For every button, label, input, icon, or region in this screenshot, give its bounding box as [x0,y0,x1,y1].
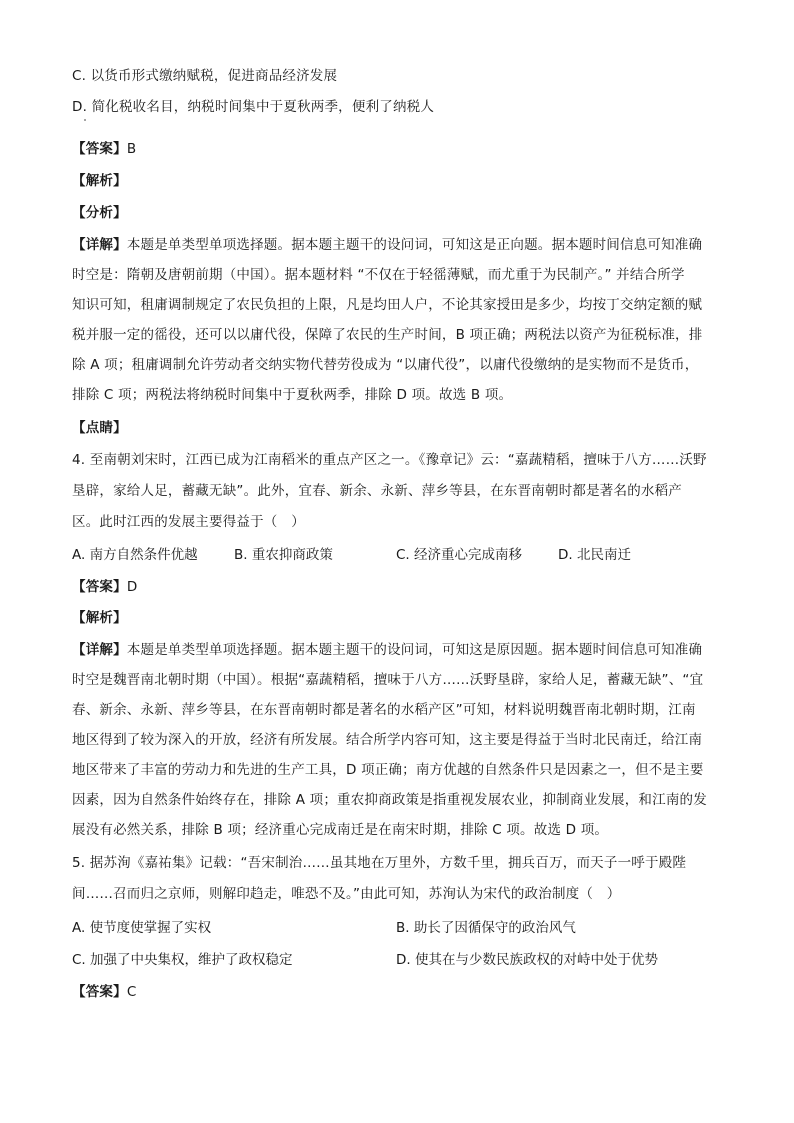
q4-options [72,545,722,565]
q3-analysis-tag: 【解析】 [72,173,127,189]
q4-detail-line: 春、新余、永新、萍乡等县，在东晋南朝时都是著名的水稻产区”可知，材料说明魏晋南北朝时期，江南 [72,702,696,718]
answer-value: C [126,984,137,1000]
q5-answer [72,982,136,1002]
q3-detail-line: 税并服一定的徭役，还可以以庸代役，保障了农民的生产时间，B 项正确；两税法以资产为征税标准，排 [72,327,703,343]
q4-option-c: C. 经济重心完成南移 [396,547,523,563]
q4-option-b: B. 重农抑商政策 [234,547,333,563]
detail-tag: 【详解】 [72,642,127,658]
q5-stem-line: 间……召而归之京师，则解印趋走，唯恐不及。”由此可知，苏洵认为宋代的政治制度（ ） [72,886,621,902]
q4-stem-line: 区。此时江西的发展主要得益于（ ） [72,514,305,530]
answer-tag: 【答案】 [72,984,127,1000]
q4-detail-line: 因素，因为自然条件始终存在，排除 A 项；重农抑商政策是指重视发展农业，抑制商业发展，和江南的发 [72,792,707,808]
q3-detail-line: 排除 C 项；两税法将纳税时间集中于夏秋两季，排除 D 项。故选 B 项。 [72,387,513,403]
q3-detail-line: 知识可知，租庸调制规定了农民负担的上限，凡是均田人户，不论其家授田是多少，均按丁交纳定额的赋 [72,297,703,313]
q3-option-d: D. 简化税收名目，纳税时间集中于夏秋两季，便利了纳税人 [72,99,435,115]
q4-detail-line: 地区得到了较为深入的开放，经济有所发展。结合所学内容可知，这主要是得益于当时北民南迁，给江南 [72,732,703,748]
answer-value: D [126,579,138,595]
detail-tag: 【详解】 [72,237,127,253]
q5-stem-line: 5. 据苏洵《嘉祐集》记载：“吾宋制治……虽其地在万里外，方数千里，拥兵百万，而天子一呼于殿陛 [72,855,687,871]
q3-fenxi-tag: 【分析】 [72,205,127,221]
q4-analysis-tag: 【解析】 [72,610,127,626]
q5-options-row-2 [72,950,722,970]
answer-tag: 【答案】 [72,579,127,595]
q5-option-b: B. 助长了因循保守的政治风气 [396,920,576,936]
q4-stem-line: 4. 至南朝刘宋时，江西已成为江南稻米的重点产区之一。《豫章记》云：“嘉蔬精稻，擅味于八方……沃野 [72,452,707,468]
q4-stem-line: 垦辟，家给人足，蓄藏无缺”。此外，宜春、新余、永新、萍乡等县，在东晋南朝时都是著名的水稻产 [72,483,682,499]
q5-option-a: A. 使节度使掌握了实权 [72,920,212,936]
q4-answer [72,577,137,597]
q5-option-c: C. 加强了中央集权，维护了政权稳定 [72,952,293,968]
q4-option-a: A. 南方自然条件优越 [72,547,198,563]
q4-detail-line: 地区带来了丰富的劳动力和先进的生产工具，D 项正确；南方优越的自然条件只是因素之一，但不是主要 [72,762,704,778]
answer-value: B [126,141,137,157]
q4-detail-line: 时空是魏晋南北朝时期（中国）。根据“嘉蔬精稻，擅味于八方……沃野垦辟，家给人足，蓄藏无缺”、“宜 [72,672,704,688]
q5-options-row-1 [72,918,722,938]
q4-detail-line: 【详解】本题是单类型单项选择题。据本题主题干的设问词，可知这是原因题。据本题时间信息可知准确 [72,642,703,658]
q3-dianjing-tag: 【点睛】 [72,420,127,436]
q3-detail-line: 【详解】本题是单类型单项选择题。据本题主题干的设问词，可知这是正向题。据本题时间信息可知准确 [72,237,703,253]
q5-option-d: D. 使其在与少数民族政权的对峙中处于优势 [396,952,658,968]
answer-tag: 【答案】 [72,141,127,157]
q3-answer [72,139,136,159]
q4-option-d: D. 北民南迁 [558,547,631,563]
q3-option-c: C. 以货币形式缴纳赋税，促进商品经济发展 [72,68,338,84]
q3-detail-line: 除 A 项；租庸调制允许劳动者交纳实物代替劳役成为 “以庸代役”，以庸代役缴纳的是实物而不是货币， [72,357,699,373]
scan-dot [84,119,86,121]
q3-detail-line: 时空是：隋朝及唐朝前期（中国）。据本题材料 “不仅在于轻徭薄赋，而尤重于为民制产。” 并结合所学 [72,267,685,283]
q4-detail-line: 展没有必然关系，排除 B 项；经济重心完成南迁是在南宋时期，排除 C 项。故选 D 项。 [72,822,609,838]
